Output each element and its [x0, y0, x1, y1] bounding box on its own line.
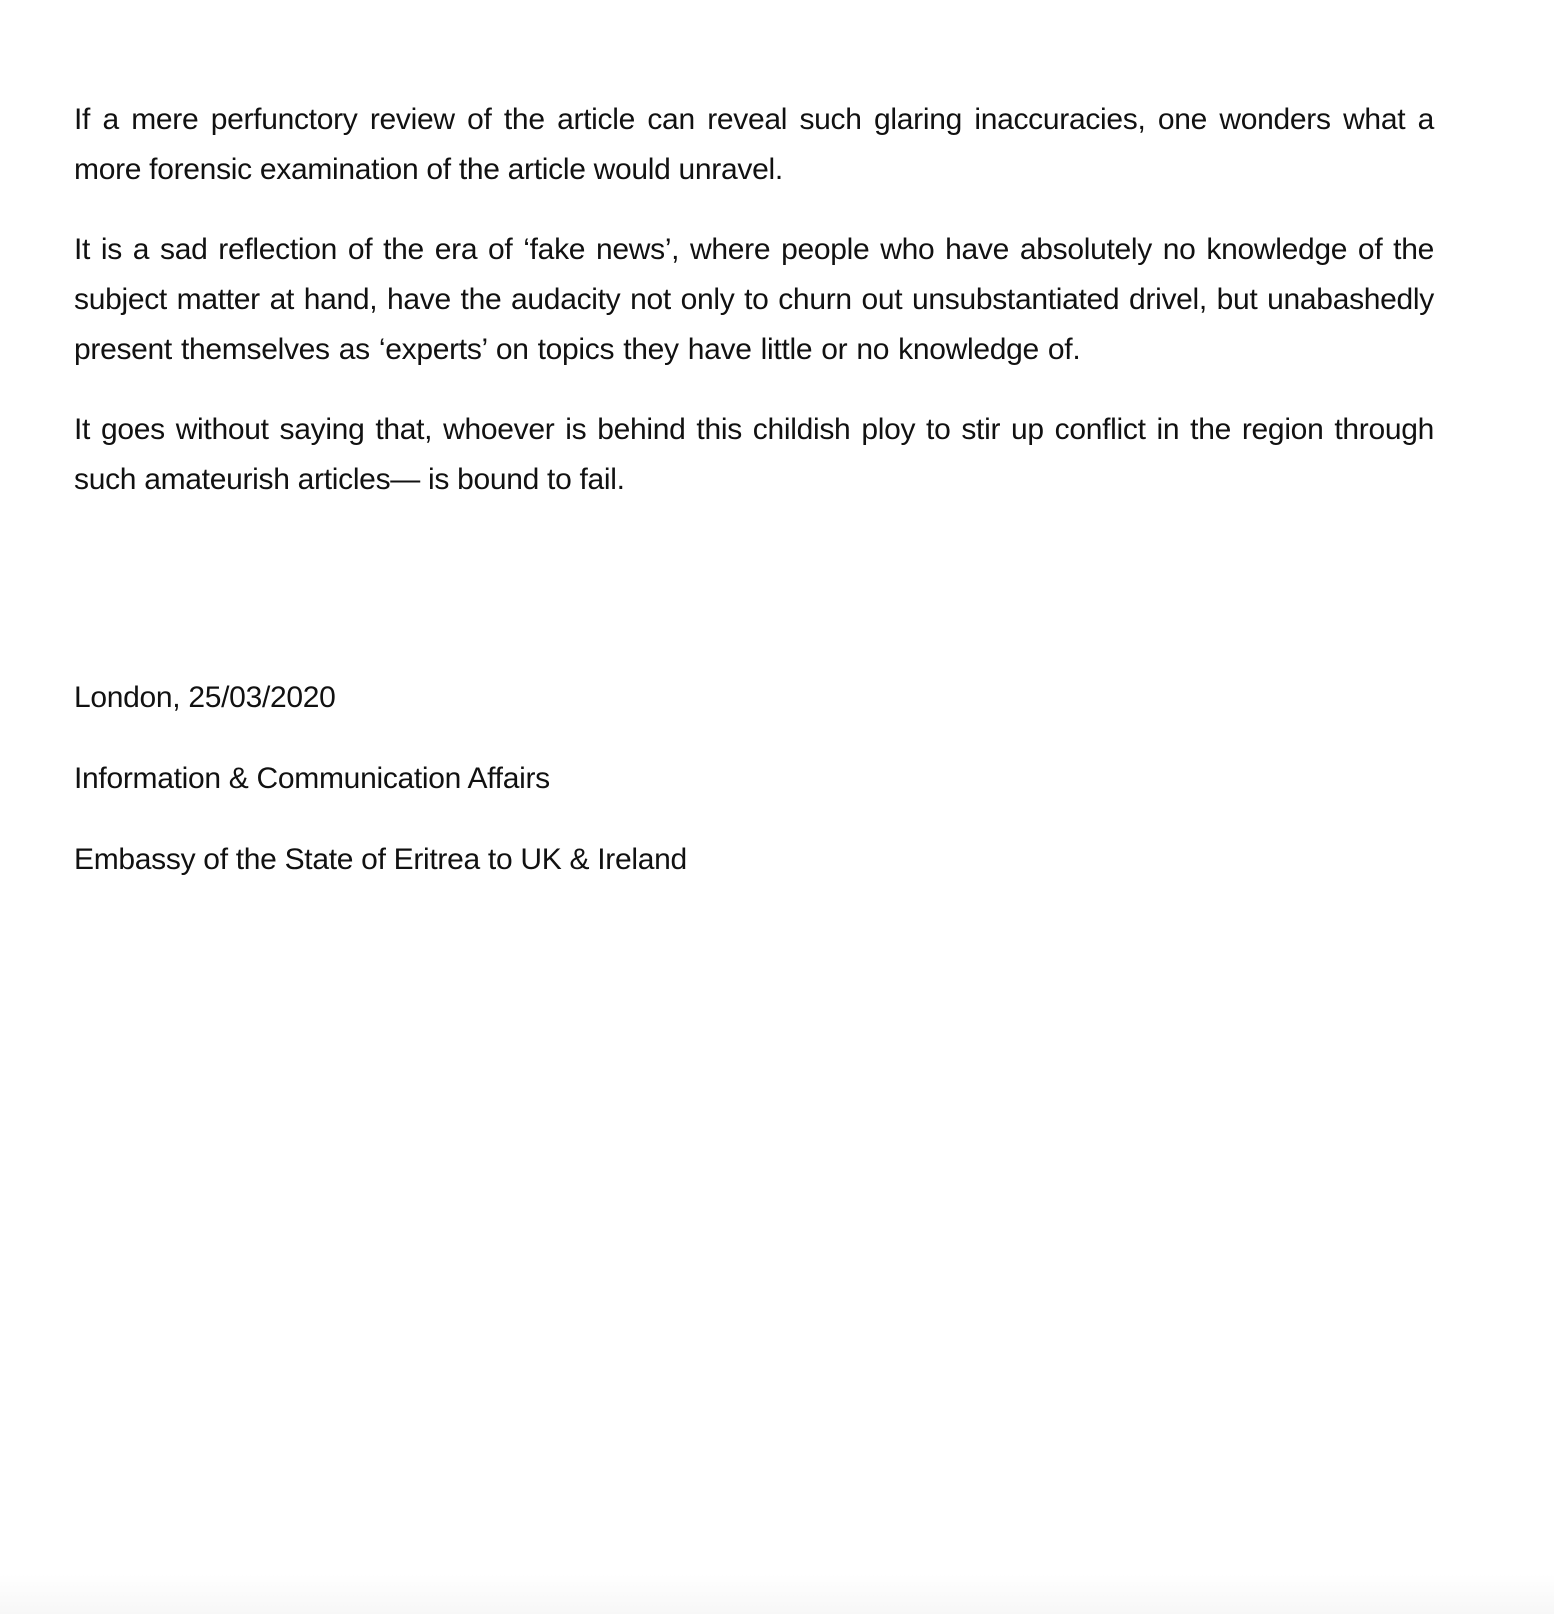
paragraph-review: If a mere perfunctory review of the article can reveal such glaring inaccuracies, one wonders what a more forensic examination of the article would unravel.	[74, 103, 1434, 186]
paragraph-fake-news: It is a sad reflection of the era of ‘fake news’, where people who have absolutely no knowledge of the subject matter at hand, have the audacity not only to churn out unsubstantiated drivel, but unabashedly present themselves as ‘experts’ on topics they have little or no knowledge of.	[74, 233, 1434, 366]
signature-embassy: Embassy of the State of Eritrea to UK & Ireland	[74, 843, 687, 876]
document-body	[74, 95, 1434, 505]
page-bottom-shade	[0, 1574, 1554, 1614]
signature-department: Information & Communication Affairs	[74, 762, 550, 795]
paragraph-conclusion: It goes without saying that, whoever is behind this childish ploy to stir up conflict in the region through such amateurish articles— is bound to fail.	[74, 413, 1434, 496]
signature-place-date: London, 25/03/2020	[74, 681, 336, 714]
